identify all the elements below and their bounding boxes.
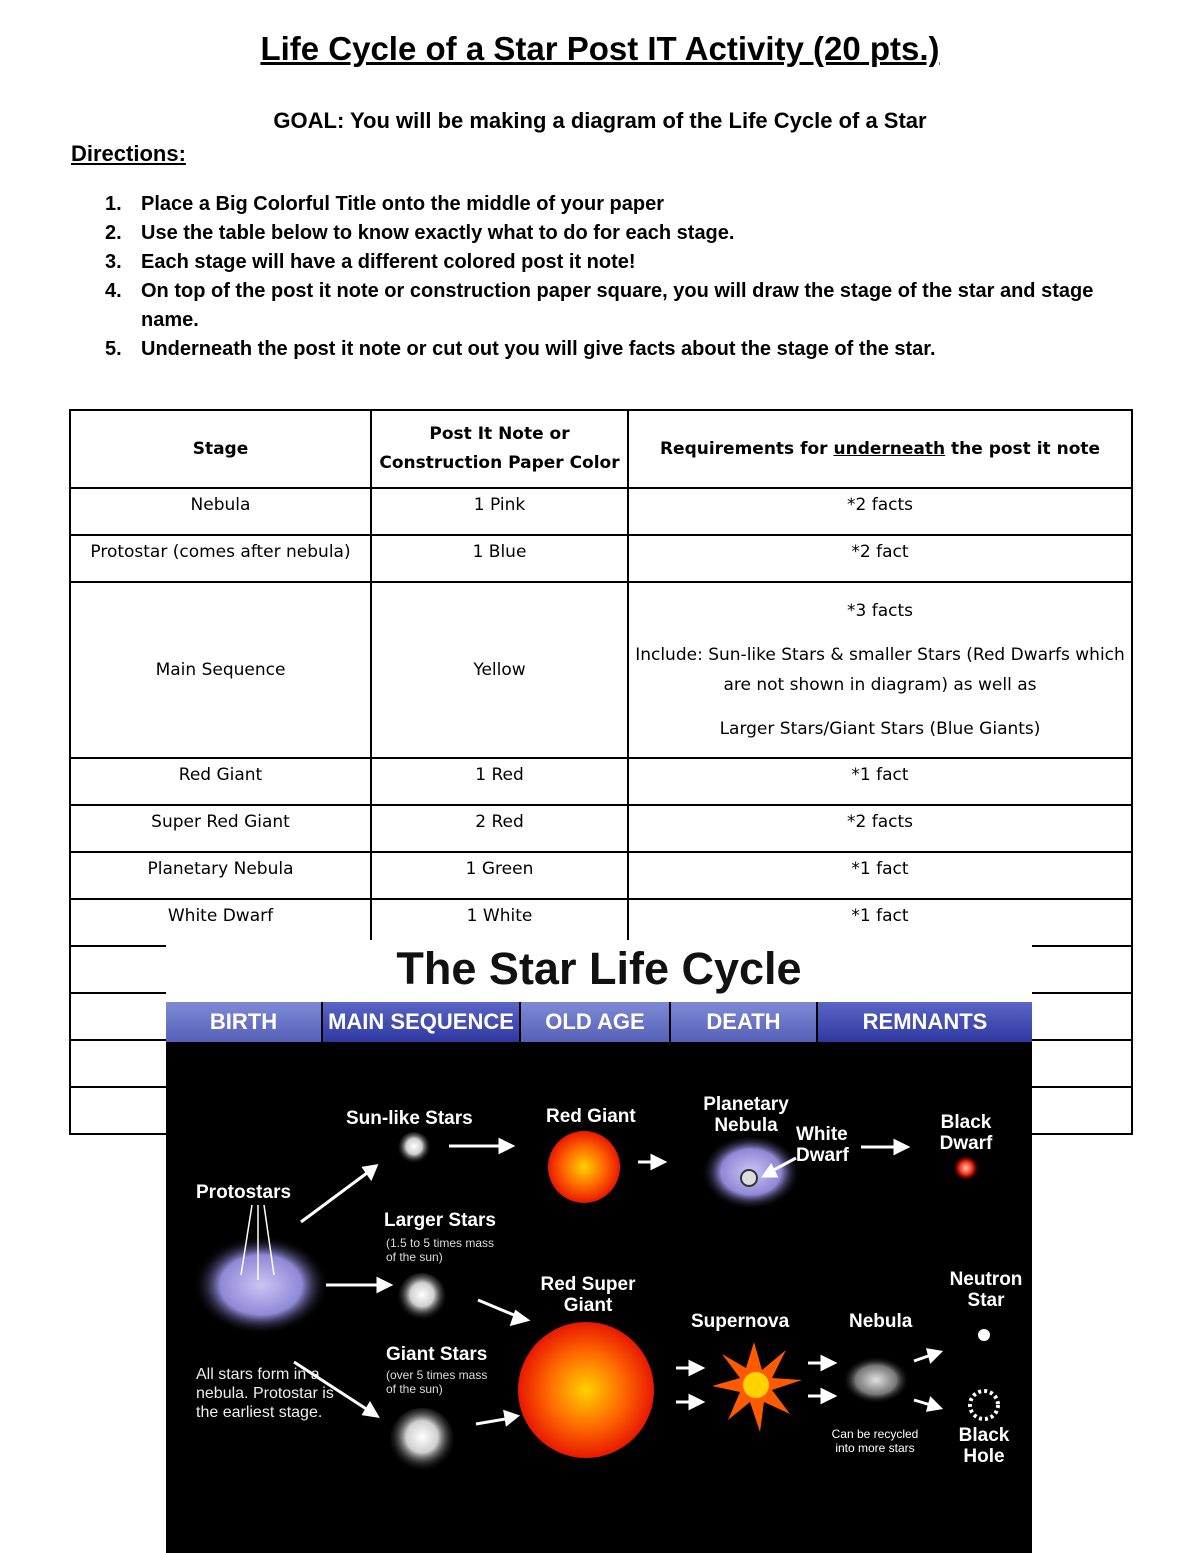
cell-req — [628, 582, 1132, 758]
header-req-before: Requirements for — [659, 439, 834, 459]
phase-death: DEATH — [671, 1002, 816, 1042]
cell-req: *2 facts — [628, 805, 1132, 852]
direction-number: 3. — [105, 251, 122, 273]
label-black-dwarf: Black Dwarf — [939, 1112, 993, 1154]
direction-text: Place a Big Colorful Title onto the middle of your paper — [141, 193, 665, 215]
red-super-giant — [518, 1322, 654, 1458]
direction-item — [105, 219, 1135, 248]
req-line: Larger Stars/Giant Stars (Blue Giants) — [719, 719, 1041, 739]
label-white-dwarf: White Dwarf — [796, 1124, 849, 1166]
red-giant — [548, 1131, 620, 1203]
cell-color: 1 Green — [371, 852, 628, 899]
cell-color: 1 Red — [371, 758, 628, 805]
label-protostars: Protostars — [196, 1182, 292, 1203]
cell-req: *2 facts — [628, 488, 1132, 535]
cell-req: *2 fact — [628, 535, 1132, 582]
cell-color: 1 Blue — [371, 535, 628, 582]
table-row — [70, 582, 1132, 758]
note-larger-stars: (1.5 to 5 times mass of the sun) — [386, 1236, 495, 1264]
table-row — [70, 535, 1132, 582]
label-black-hole: Black Hole — [958, 1425, 1010, 1467]
label-sun-like-stars: Sun-like Stars — [346, 1108, 473, 1129]
label-planetary-nebula: Planetary Nebula — [703, 1094, 789, 1136]
req-line: Include: Sun-like Stars & smaller Stars (Red Dwarfs which are not shown in diagram) as well as — [635, 645, 1125, 695]
phase-birth: BIRTH — [166, 1002, 321, 1042]
cell-req: *1 fact — [628, 852, 1132, 899]
note-recycled: Can be recycled into more stars — [831, 1427, 919, 1455]
table-row — [70, 805, 1132, 852]
direction-item — [105, 277, 1135, 335]
cell-stage: Planetary Nebula — [70, 852, 371, 899]
label-supernova: Supernova — [691, 1311, 790, 1332]
cell-color: 1 White — [371, 899, 628, 946]
cell-stage: White Dwarf — [70, 899, 371, 946]
header-color-line2: Construction Paper Color — [379, 453, 620, 473]
black-hole — [970, 1391, 998, 1419]
table-row — [70, 758, 1132, 805]
cell-color: 1 Pink — [371, 488, 628, 535]
directions-list — [105, 190, 1135, 364]
label-giant-stars: Giant Stars — [386, 1344, 488, 1365]
phase-old-age: OLD AGE — [521, 1002, 669, 1042]
directions-heading: Directions: — [71, 141, 186, 166]
label-larger-stars: Larger Stars — [384, 1210, 496, 1231]
phase-main-sequence: MAIN SEQUENCE — [323, 1002, 519, 1042]
goal-text: GOAL: You will be making a diagram of the Life Cycle of a Star — [273, 108, 927, 133]
label-red-super-giant: Red Super Giant — [540, 1274, 636, 1316]
req-line: *3 facts — [847, 601, 913, 621]
cell-color: Yellow — [371, 582, 628, 758]
direction-text: Each stage will have a different colored post it note! — [141, 251, 636, 273]
header-color-line1: Post It Note or — [429, 424, 570, 444]
giant-star — [390, 1408, 454, 1472]
neutron-star — [978, 1329, 990, 1341]
larger-star — [398, 1273, 446, 1321]
cell-req: *1 fact — [628, 899, 1132, 946]
cell-stage: Nebula — [70, 488, 371, 535]
direction-text: Underneath the post it note or cut out you will give facts about the stage of the star. — [141, 338, 936, 360]
table-row — [70, 488, 1132, 535]
cell-stage: Super Red Giant — [70, 805, 371, 852]
white-dwarf-dot — [741, 1170, 757, 1186]
table-row — [70, 852, 1132, 899]
star-life-cycle-diagram — [166, 940, 1032, 1553]
direction-item — [105, 335, 1135, 364]
header-color — [371, 410, 628, 488]
label-red-giant: Red Giant — [546, 1106, 636, 1127]
table-header-row — [70, 410, 1132, 488]
header-req-after: the post it note — [945, 439, 1101, 459]
page-title: Life Cycle of a Star Post IT Activity (20 pts.) — [260, 30, 940, 67]
direction-number: 1. — [105, 193, 122, 215]
cell-color: 2 Red — [371, 805, 628, 852]
direction-text: Use the table below to know exactly what to do for each stage. — [141, 222, 735, 244]
direction-item — [105, 248, 1135, 277]
header-stage: Stage — [70, 410, 371, 488]
sun-like-star — [398, 1132, 430, 1164]
black-dwarf — [953, 1155, 979, 1181]
cell-stage: Protostar (comes after nebula) — [70, 535, 371, 582]
note-all-stars: All stars form in a nebula. Protostar is the earliest stage. — [196, 1366, 334, 1421]
header-requirements — [628, 410, 1132, 488]
label-nebula: Nebula — [849, 1311, 913, 1332]
nebula-remnant — [842, 1356, 910, 1404]
direction-number: 4. — [105, 280, 122, 302]
direction-item — [105, 190, 1135, 219]
direction-number: 2. — [105, 222, 122, 244]
diagram-title: The Star Life Cycle — [396, 943, 802, 994]
header-req-underlined: underneath — [833, 439, 946, 459]
protostar-cloud — [193, 1235, 329, 1335]
note-giant-stars: (over 5 times mass of the sun) — [386, 1368, 488, 1396]
direction-number: 5. — [105, 338, 122, 360]
cell-stage: Main Sequence — [70, 582, 371, 758]
cell-stage: Red Giant — [70, 758, 371, 805]
label-neutron-star: Neutron Star — [949, 1269, 1023, 1311]
phase-remnants: REMNANTS — [818, 1002, 1032, 1042]
direction-text: On top of the post it note or construction paper square, you will draw the stage of the star and stage name. — [141, 280, 1094, 331]
cell-req: *1 fact — [628, 758, 1132, 805]
table-row — [70, 899, 1132, 946]
diagram-artwork — [166, 940, 1032, 1553]
